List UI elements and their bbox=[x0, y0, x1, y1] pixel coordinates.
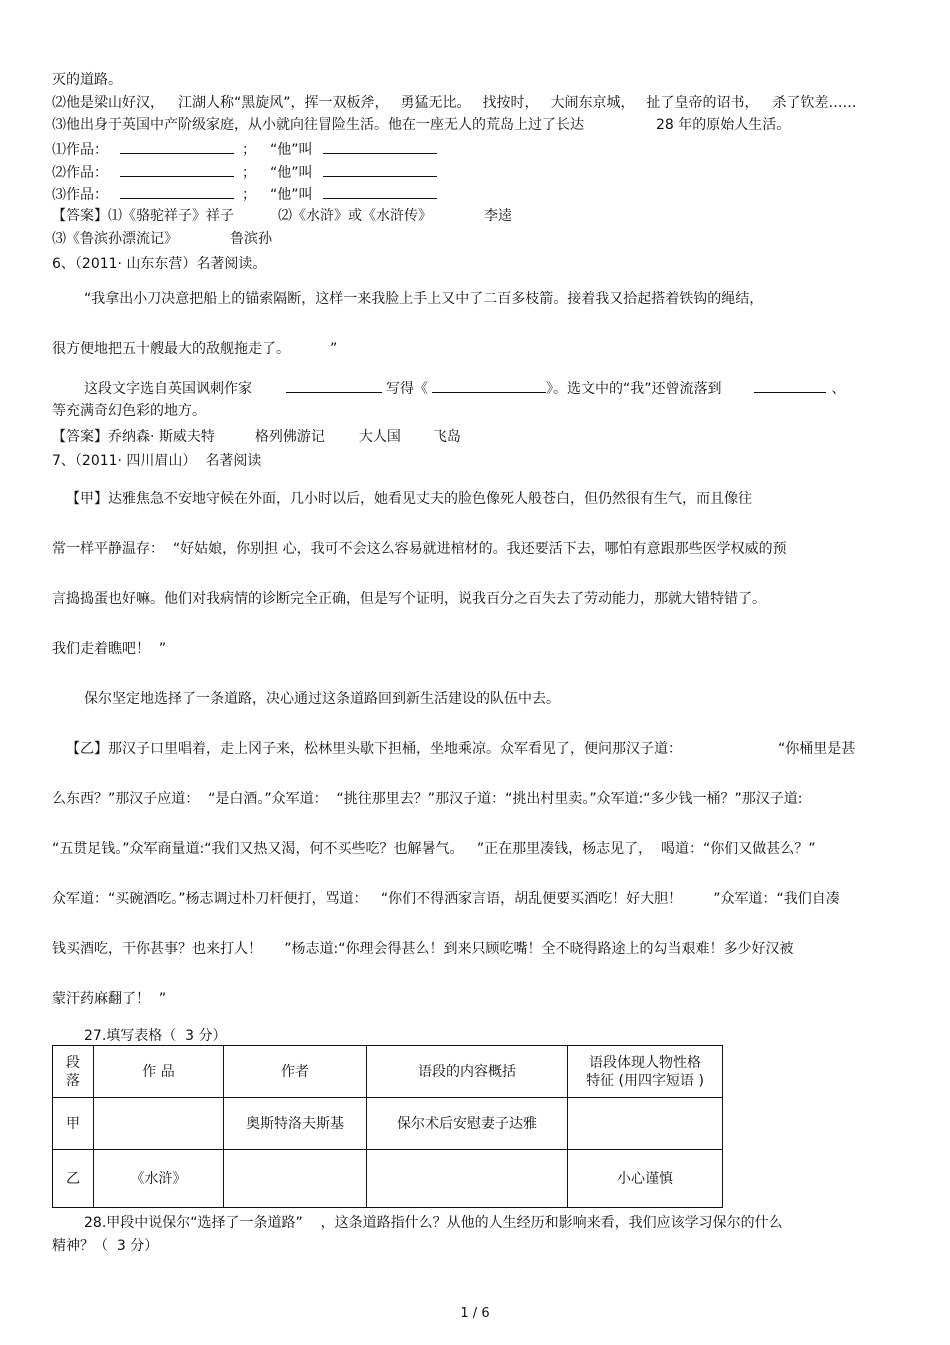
passage-line: “我拿出小刀决意把船上的锚索隔断，这样一来我脸上手上又中了二百多枝箭。接着我又拾起搭着铁钩的绳结， bbox=[84, 291, 764, 307]
table-cell bbox=[367, 1150, 568, 1208]
table-cell: 乙 bbox=[53, 1150, 94, 1208]
question-heading: 7、（2011· 四川眉山） 名著阅读 bbox=[52, 453, 262, 469]
passage-line: 钱买酒吃，干你甚事？也来打人！ ”杨志道:“你理会得甚么！到来只顾吃嘴！全不晓得路途上的勾当艰难！多少好汉被 bbox=[52, 941, 794, 957]
passage-line: 【甲】达雅焦急不安地守候在外面，几小时以后，她看见丈夫的脸色像死人般苍白，但仍然很有生气，而且像往 bbox=[66, 491, 752, 507]
passage-line: 保尔坚定地选择了一条道路，决心通过这条道路回到新生活建设的队伍中去。 bbox=[84, 691, 560, 707]
question-line: 等充满奇幻色彩的地方。 bbox=[52, 403, 206, 419]
blank-field bbox=[323, 184, 437, 199]
fill-line-1: ⑴作品： ； “他”叫 bbox=[52, 139, 437, 159]
text-line: ⑶他出身于英国中产阶级家庭，从小就向往冒险生活。他在一座无人的荒岛上过了长达 28 年的原始人生活。 bbox=[52, 117, 791, 133]
table-cell: 奥斯特洛夫斯基 bbox=[224, 1098, 367, 1150]
table-header-cell: 语段的内容概括 bbox=[367, 1046, 568, 1098]
table-header-cell: 作 品 bbox=[94, 1046, 224, 1098]
page-number: 1 / 6 bbox=[460, 1306, 490, 1321]
table-header-cell: 作者 bbox=[224, 1046, 367, 1098]
table-row bbox=[53, 1098, 723, 1150]
blank-field bbox=[120, 162, 234, 177]
table-cell bbox=[94, 1098, 224, 1150]
blank-field bbox=[323, 162, 437, 177]
fill-line-3: ⑶作品： ； “他”叫 bbox=[52, 184, 437, 204]
table-row bbox=[53, 1150, 723, 1208]
blank-field bbox=[286, 378, 382, 393]
question-line: 28.甲段中说保尔“选择了一条道路” ，这条道路指什么？从他的人生经历和影响来看，我们应该学习保尔的什么 bbox=[84, 1215, 783, 1231]
table-cell bbox=[224, 1150, 367, 1208]
blank-field bbox=[754, 378, 826, 393]
answer-table bbox=[52, 1045, 723, 1208]
question-heading: 6、（2011· 山东东营）名著阅读。 bbox=[52, 256, 267, 272]
answer-line: 【答案】乔纳森· 斯威夫特 格列佛游记 大人国 飞岛 bbox=[52, 429, 461, 445]
passage-line: 【乙】那汉子口里唱着，走上冈子来，松林里头歇下担桶，坐地乘凉。众军看见了，便问那汉子道： “你桶里是甚 bbox=[66, 741, 856, 757]
table-header-cell: 语段体现人物性格 特征 (用四字短语 ) bbox=[568, 1046, 723, 1098]
answer-line: 【答案】⑴《骆驼祥子》祥子 ⑵《水浒》或《水浒传》 李逵 bbox=[52, 208, 512, 224]
passage-line: 言捣捣蛋也好嘛。他们对我病情的诊断完全正确，但是写个证明，说我百分之百失去了劳动能力，那就大错特错了。 bbox=[52, 591, 766, 607]
passage-line: 常一样平静温存： “好姑娘，你别担 心，我可不会这么容易就进棺材的。我还要活下去，哪怕有意跟那些医学权威的预 bbox=[52, 541, 787, 557]
fill-line-2: ⑵作品： ； “他”叫 bbox=[52, 162, 437, 182]
table-header-cell: 段 落 bbox=[53, 1046, 94, 1098]
question-heading: 27.填写表格（ 3 分） bbox=[84, 1028, 227, 1044]
blank-field bbox=[323, 139, 437, 154]
blank-field bbox=[120, 139, 234, 154]
table-cell: 小心谨慎 bbox=[568, 1150, 723, 1208]
passage-line: 很方便地把五十艘最大的敌舰拖走了。 ” bbox=[52, 341, 338, 357]
table-cell: 甲 bbox=[53, 1098, 94, 1150]
passage-line: 我们走着瞧吧！ ” bbox=[52, 641, 167, 657]
text-line: 灭的道路。 bbox=[52, 72, 122, 88]
passage-line: 么东西？”那汉子应道： “是白酒。”众军道： “挑往那里去？”那汉子道：“挑出村里卖。”众军道:“多少钱一桶？”那汉子道: bbox=[52, 791, 803, 807]
passage-line: 蒙汗药麻翻了！ ” bbox=[52, 991, 167, 1007]
answer-line: ⑶《鲁滨孙漂流记》 鲁滨孙 bbox=[52, 231, 272, 247]
table-cell: 《水浒》 bbox=[94, 1150, 224, 1208]
table-cell bbox=[568, 1098, 723, 1150]
question-line: 这段文字选自英国讽刺作家 写得《 》。选文中的“我”还曾流落到 、 bbox=[84, 378, 846, 398]
text-line: ⑵他是梁山好汉， 江湖人称“黑旋风”，挥一双板斧， 勇猛无比。 找按时， 大闹东京城， 扯了皇帝的诏书， 杀了钦差…… bbox=[52, 95, 857, 111]
passage-line: 众军道：“买碗酒吃。”杨志调过朴刀杆便打，骂道： “你们不得洒家言语，胡乱便要买酒吃！好大胆！ ”众军道：“我们自凑 bbox=[52, 891, 840, 907]
passage-line: “五贯足钱。”众军商量道:“我们又热又渴，何不买些吃？也解暑气。 ”正在那里凑钱，杨志见了， 喝道：“你们又做甚么？” bbox=[52, 841, 816, 857]
blank-field bbox=[120, 184, 234, 199]
question-line: 精神？（ 3 分） bbox=[52, 1238, 159, 1254]
blank-field bbox=[432, 378, 546, 393]
table-cell: 保尔术后安慰妻子达雅 bbox=[367, 1098, 568, 1150]
